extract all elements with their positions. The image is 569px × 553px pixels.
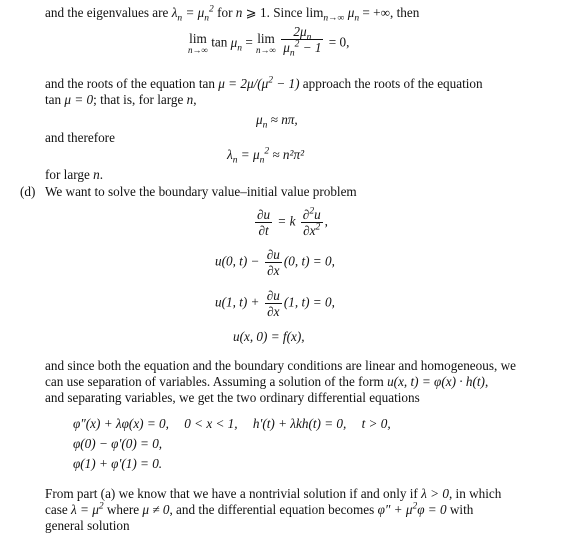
fraction-d2u-dx2: $\frac{\partial^2u}{\partial x^2}$: [302, 206, 321, 239]
text-therefore: and therefore: [45, 130, 115, 145]
lim-operator-2: lim n→∞: [256, 31, 276, 55]
math-tan-eq: $\tan \mu = 2\mu/(\mu^2 - 1)$: [198, 75, 300, 91]
para-separation-line2: can use separation of variables. Assuming a solution of the form u(x, t) = φ(x) · h(t),: [45, 374, 489, 389]
math-uxt-form: u(x, t) = φ(x) · h(t): [387, 374, 485, 389]
ode-row-2: φ(0) − φ′(0) = 0,: [73, 436, 163, 451]
math-lambda-n: $\lambda_n = \mu_n^2$: [171, 4, 214, 24]
equation-mu-approx: $\mu_n \approx n\pi$,: [256, 112, 298, 131]
fraction-du-dx-2: $\frac{\partial u}{\partial x}$: [266, 288, 280, 320]
equation-bc-left: u(0, t) − $\frac{\partial u}{\partial x}$ (0, t) = 0,: [215, 247, 335, 279]
math-tan-zero: tan μ = 0: [45, 92, 94, 107]
para-separation-line3: and separating variables, we get the two ordinary differential equations: [45, 390, 420, 405]
para-roots-line1: and the roots of the equation $\tan \mu = 2\mu/(\mu^2 - 1)$ approach the roots of the equation: [45, 75, 483, 91]
ode-row-1: φ″(x) + λφ(x) = 0, 0 < x < 1, h′(t) + λkh(t) = 0, t > 0,: [73, 416, 391, 431]
equation-bc-right: u(1, t) + $\frac{\partial u}{\partial x}$ (1, t) = 0,: [215, 288, 335, 320]
text-for-large-n: for large n.: [45, 167, 103, 182]
part-d-label: (d): [20, 184, 36, 199]
para-roots-line2: tan μ = 0; that is, for large n,: [45, 92, 197, 107]
lim-operator-1: lim n→∞: [188, 31, 208, 55]
math-lim-mu: $\lim_{n\to\infty} \mu_n$ = +∞: [305, 5, 390, 24]
part-d-text: We want to solve the boundary value–initial value problem: [45, 184, 357, 199]
fraction-du-dx-1: $\frac{\partial u}{\partial x}$: [266, 247, 280, 279]
ode-row-3: φ(1) + φ′(1) = 0.: [73, 456, 163, 471]
equation-heat: $\frac{\partial u}{\partial t}$ = k $\frac{\partial^2u}{\partial x^2}$ ,: [257, 206, 328, 239]
fraction-du-dt: $\frac{\partial u}{\partial t}$: [257, 207, 271, 239]
math-n-geq-1: n: [235, 5, 243, 20]
equation-initial: u(x, 0) = f(x),: [233, 329, 305, 344]
para-nontrivial-line3: general solution: [45, 518, 130, 533]
equation-limit-tan: lim n→∞ $\tan \mu_n = \lim$ n→∞ $\frac{2\mu_n}{\mu_n^2 - 1}$ = 0,: [188, 24, 350, 59]
equation-lambda-approx: $\lambda_n = \mu_n^2 \approx n^2\pi^2$: [227, 146, 305, 166]
fraction-2mu: $\frac{2\mu_n}{\mu_n^2 - 1}$: [283, 24, 322, 59]
para-nontrivial-line1: From part (a) we know that we have a nontrivial solution if and only if λ > 0, in which: [45, 486, 502, 501]
para-separation-line1: and since both the equation and the boundary conditions are linear and homogeneous, we: [45, 358, 516, 373]
para-eigenvalues: and the eigenvalues are $\lambda_n = \mu_n^2$ for n ⩾ 1. Since $\lim_{n\to\infty} \mu_n$ = +∞, then: [45, 4, 420, 24]
para-nontrivial-line2: case $\lambda = \mu^2$ where μ ≠ 0, and the differential equation becomes $\varphi'' + \mu^2\varphi = 0$ with: [45, 501, 474, 517]
